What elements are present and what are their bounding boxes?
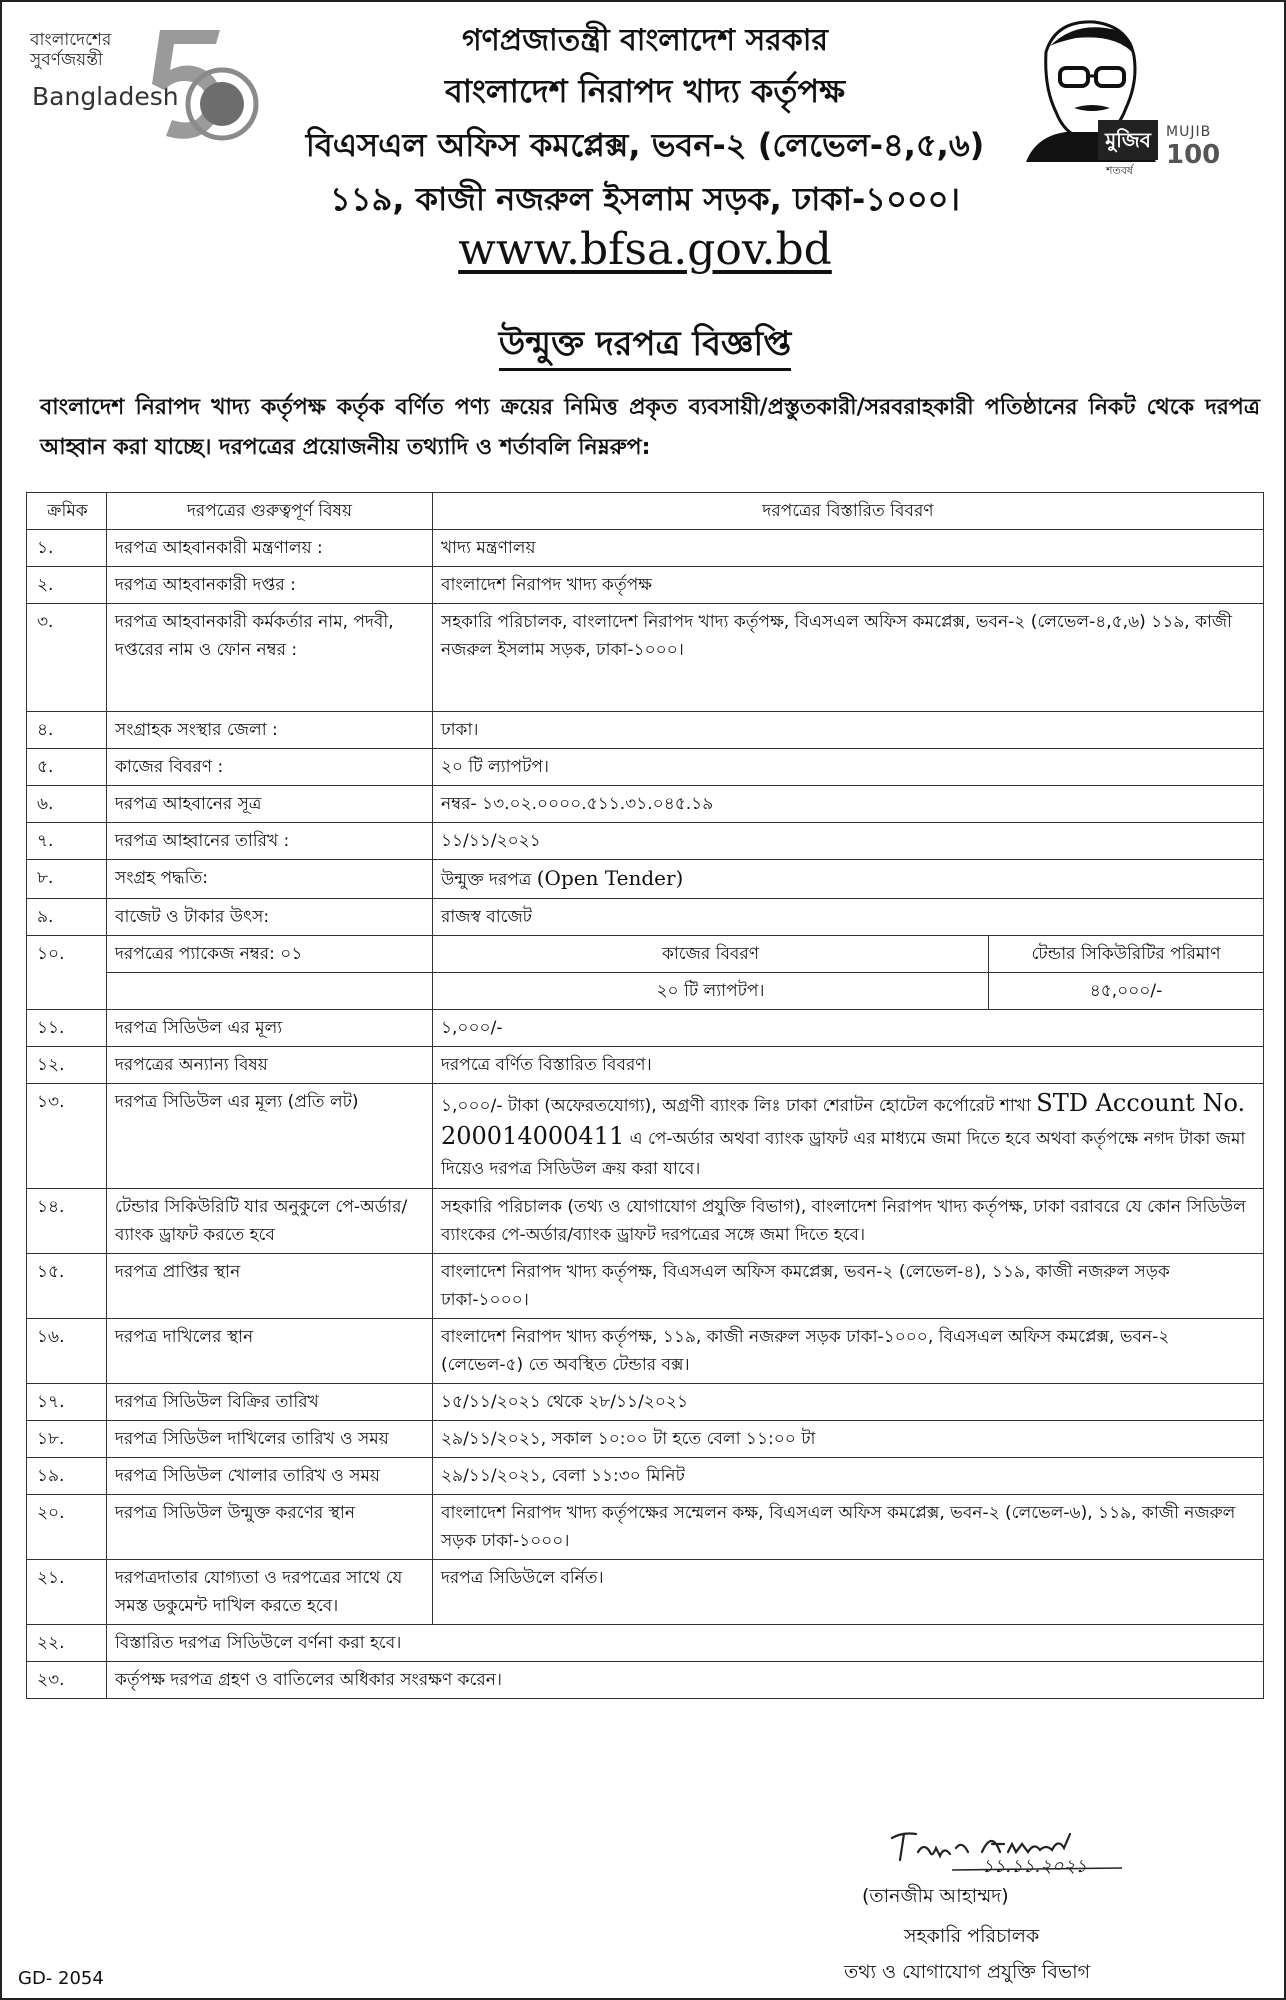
row-serial: ১২. — [27, 1047, 107, 1084]
row-detail: ঢাকা। — [433, 712, 1264, 749]
row-subject: সংগ্রহ পদ্ধতি: — [107, 860, 433, 899]
row-detail: বাংলাদেশ নিরাপদ খাদ্য কর্তৃপক্ষ, বিএসএল অফিস কমপ্লেক্স, ভবন-২ (লেভেল-৪), ১১৯, কাজী নজরুল সড়ক ঢাকা-১০০০। — [433, 1254, 1264, 1319]
row-serial: ১১. — [27, 1010, 107, 1047]
table-row — [27, 1254, 1264, 1319]
table-row — [27, 604, 1264, 712]
signatory-title: সহকারি পরিচালক — [904, 1925, 1040, 1947]
row-subject: দরপত্র আহবানকারী দপ্তর : — [107, 567, 433, 604]
row-serial: ১. — [27, 530, 107, 567]
row-subject: দরপত্রদাতার যোগ্যতা ও দরপত্রের সাথে যে সমস্ত ডকুমেন্ট দাখিল করতে হবে। — [107, 1560, 433, 1625]
package-security-value: ৪৫,০০০/- — [989, 973, 1264, 1010]
procurement-method-bn: উন্মুক্ত দরপত্র — [441, 870, 532, 890]
col-header-subject: দরপত্রের গুরুত্বপূর্ণ বিষয় — [107, 493, 433, 530]
row-serial: ২. — [27, 567, 107, 604]
notice-intro: বাংলাদেশ নিরাপদ খাদ্য কর্তৃপক্ষ কর্তৃক বর্ণিত পণ্য ক্রয়ের নিমিত্ত প্রকৃত ব্যবসায়ী/প্রস্তুতকারী/সরবরাহকারী পতিষ্ঠানের নিকট থেকে দরপত্র আহ্বান করা যাচ্ছে। দরপত্রের প্রয়োজনীয় তথ্যাদি ও শর্তাবলি নিম্নরুপ: — [40, 395, 1260, 460]
table-row — [27, 1384, 1264, 1421]
row-detail: ২৯/১১/২০২১, সকাল ১০:০০ টা হতে বেলা ১১:০০ টা — [433, 1421, 1264, 1458]
row-serial: ১৯. — [27, 1458, 107, 1495]
jubilee-text-line2: সুবর্ণজয়ন্তী — [30, 50, 103, 70]
table-row — [27, 786, 1264, 823]
row-detail — [433, 860, 1264, 899]
row-detail: নম্বর- ১৩.০২.০০০০.৫১১.৩১.০৪৫.১৯ — [433, 786, 1264, 823]
row-detail: দরপত্র সিডিউলে বর্নিত। — [433, 1560, 1264, 1625]
row-serial: ২৩. — [27, 1662, 107, 1699]
row-serial: ১৫. — [27, 1254, 107, 1319]
row-subject: দরপত্র আহবানের সূত্র — [107, 786, 433, 823]
row-serial: ২০. — [27, 1495, 107, 1560]
row-full-text: কর্তৃপক্ষ দরপত্র গ্রহণ ও বাতিলের অধিকার সংরক্ষণ করেন। — [107, 1662, 1264, 1699]
row-subject: সংগ্রাহক সংস্থার জেলা : — [107, 712, 433, 749]
table-row — [27, 749, 1264, 786]
row-subject: দরপত্র আহবানকারী মন্ত্রণালয় : — [107, 530, 433, 567]
hundred-text: 100 — [1166, 140, 1221, 170]
mujib-bangla-mark: মুজিব — [1098, 120, 1158, 160]
table-row — [27, 1560, 1264, 1625]
row-serial: ৯. — [27, 899, 107, 936]
table-row — [27, 1458, 1264, 1495]
signatory-department: তথ্য ও যোগাযোগ প্রযুক্তি বিভাগ — [844, 1961, 1091, 1983]
row-subject: দরপত্র সিডিউল এর মূল্য (প্রতি লট) — [107, 1084, 433, 1189]
col-header-detail: দরপত্রের বিস্তারিত বিবরণ — [433, 493, 1264, 530]
row-serial: ২২. — [27, 1625, 107, 1662]
row-detail: বাংলাদেশ নিরাপদ খাদ্য কর্তৃপক্ষের সম্মেলন কক্ষ, বিএসএল অফিস কমপ্লেক্স, ভবন-২ (লেভেল-৬), ১১৯, কাজী নজরুল সড়ক ঢাকা-১০০০। — [433, 1495, 1264, 1560]
row-serial: ১০. — [27, 936, 107, 1010]
row-subject: দরপত্র দাখিলের স্থান — [107, 1319, 433, 1384]
row-detail: খাদ্য মন্ত্রণালয় — [433, 530, 1264, 567]
row-detail: সহকারি পরিচালক, বাংলাদেশ নিরাপদ খাদ্য কর্তৃপক্ষ, বিএসএল অফিস কমপ্লেক্স, ভবন-২ (লেভেল-৪,৫,৬) ১১৯, কাজী নজরুল ইসলাম সড়ক, ঢাকা-১০০০। — [433, 604, 1264, 712]
row-serial: ৮. — [27, 860, 107, 899]
std-account-number: STD Account No. 200014000411 — [441, 1089, 1246, 1150]
table-row — [27, 567, 1264, 604]
row-detail — [433, 1084, 1264, 1189]
shatabarsha-text: শতবর্ষ — [1106, 164, 1133, 177]
website-link[interactable]: www.bfsa.gov.bd — [458, 224, 832, 275]
row-subject: দরপত্র আহবানকারী কর্মকর্তার নাম, পদবী, দপ্তরের নাম ও ফোন নম্বর : — [107, 604, 433, 712]
package-work-header: কাজের বিবরণ — [433, 936, 989, 973]
row-detail: দরপত্রে বর্ণিত বিস্তারিত বিবরণ। — [433, 1047, 1264, 1084]
row-detail: বাংলাদেশ নিরাপদ খাদ্য কর্তৃপক্ষ, ১১৯, কাজী নজরুল সড়ক ঢাকা-১০০০, বিএসএল অফিস কমপ্লেক্স, ভবন-২ (লেভেল-৫) তে অবস্থিত টেন্ডার বক্স। — [433, 1319, 1264, 1384]
row-full-text: বিস্তারিত দরপত্র সিডিউলে বর্ণনা করা হবে। — [107, 1625, 1264, 1662]
row-detail: ২৯/১১/২০২১, বেলা ১১:৩০ মিনিট — [433, 1458, 1264, 1495]
jubilee-text-line1: বাংলাদেশের — [30, 30, 112, 50]
package-security-header: টেন্ডার সিকিউরিটির পরিমাণ — [989, 936, 1264, 973]
row-detail: ১১/১১/২০২১ — [433, 823, 1264, 860]
table-row — [27, 712, 1264, 749]
jubilee-bangladesh-text: Bangladesh — [32, 82, 179, 111]
table-row — [27, 1047, 1264, 1084]
row-serial: ৫. — [27, 749, 107, 786]
row-detail: ২০ টি ল্যাপটপ। — [433, 749, 1264, 786]
row-serial: ১৬. — [27, 1319, 107, 1384]
package-work-value: ২০ টি ল্যাপটপ। — [433, 973, 989, 1010]
col-header-serial: ক্রমিক — [27, 493, 107, 530]
row-subject: টেন্ডার সিকিউরিটি যার অনুকুলে পে-অর্ডার/ব্যাংক ড্রাফট করতে হবে — [107, 1189, 433, 1254]
notice-title — [2, 318, 1286, 375]
row-subject: দরপত্র সিডিউল উন্মুক্ত করণের স্থান — [107, 1495, 433, 1560]
row-subject: দরপত্রের অন্যান্য বিষয় — [107, 1047, 433, 1084]
row-subject: দরপত্রের প্যাকেজ নম্বর: ০১ — [107, 936, 433, 973]
row-detail: বাংলাদেশ নিরাপদ খাদ্য কর্তৃপক্ষ — [433, 567, 1264, 604]
office-address-line2: ১১৯, কাজী নজরুল ইসলাম সড়ক, ঢাকা-১০০০। — [330, 180, 960, 218]
table-row — [27, 1319, 1264, 1384]
table-row — [27, 1421, 1264, 1458]
tender-details-table — [26, 492, 1264, 1699]
row-subject: দরপত্র প্রাপ্তির স্থান — [107, 1254, 433, 1319]
mujib-english-text: MUJIB — [1166, 124, 1212, 140]
table-row — [27, 530, 1264, 567]
row-subject: দরপত্র সিডিউল এর মূল্য — [107, 1010, 433, 1047]
row-serial: ৪. — [27, 712, 107, 749]
table-row — [27, 1189, 1264, 1254]
row-detail: সহকারি পরিচালক (তথ্য ও যোগাযোগ প্রযুক্তি বিভাগ), বাংলাদেশ নিরাপদ খাদ্য কর্তৃপক্ষ, ঢাকা বরাবরে যে কোন সিডিউল ব্যাংকের পে-অর্ডার/ব্যাংক ড্রাফট দরপত্রের সঙ্গে জমা দিতে হবে। — [433, 1189, 1264, 1254]
row-serial: ১৭. — [27, 1384, 107, 1421]
procurement-method-en: (Open Tender) — [536, 866, 684, 890]
gd-code: GD- 2054 — [18, 1968, 104, 1989]
row-detail: ১,০০০/- — [433, 1010, 1264, 1047]
row-serial: ৩. — [27, 604, 107, 712]
row-subject: দরপত্র সিডিউল বিক্রির তারিখ — [107, 1384, 433, 1421]
signature-handwritten-date: ১১.১১.২০২১ — [982, 1856, 1087, 1877]
row-detail: ১৫/১১/২০২১ থেকে ২৮/১১/২০২১ — [433, 1384, 1264, 1421]
schedule-price-text-b: এ পে-অর্ডার অথবা ব্যাংক ড্রাফট এর মাধ্যমে জমা দিতে হবে অথবা কর্তৃপক্ষে নগদ টাকা জমা দিয়েও দরপত্র সিডিউল ক্রয় করা যাবে। — [441, 1129, 1246, 1179]
table-row — [27, 1625, 1264, 1662]
table-row — [27, 936, 1264, 973]
table-row — [27, 1084, 1264, 1189]
handwritten-signature — [832, 1818, 1132, 1877]
row-serial: ৬. — [27, 786, 107, 823]
row-subject-empty — [107, 973, 433, 1010]
table-row — [27, 1495, 1264, 1560]
row-subject: দরপত্র সিডিউল দাখিলের তারিখ ও সময় — [107, 1421, 433, 1458]
authority-title: বাংলাদেশ নিরাপদ খাদ্য কর্তৃপক্ষ — [444, 72, 846, 110]
row-serial: ১৪. — [27, 1189, 107, 1254]
row-serial: ১৮. — [27, 1421, 107, 1458]
signatory-name: (তানজীম আহাম্মদ) — [862, 1885, 1009, 1907]
table-row — [27, 899, 1264, 936]
notice-title-text: উন্মুক্ত দরপত্র বিজ্ঞপ্তি — [499, 324, 791, 371]
table-row — [27, 1010, 1264, 1047]
row-detail: রাজস্ব বাজেট — [433, 899, 1264, 936]
row-subject: বাজেট ও টাকার উৎস: — [107, 899, 433, 936]
table-row — [27, 860, 1264, 899]
row-subject: কাজের বিবরণ : — [107, 749, 433, 786]
row-subject: দরপত্র সিডিউল খোলার তারিখ ও সময় — [107, 1458, 433, 1495]
table-row — [27, 973, 1264, 1010]
row-serial: ১৩. — [27, 1084, 107, 1189]
row-serial: ৭. — [27, 823, 107, 860]
schedule-price-text-a: ১,০০০/- টাকা (অফেরতযোগ্য), অগ্রণী ব্যাংক লিঃ ঢাকা শেরাটন হোটেল কর্পোরেট শাখা — [441, 1096, 1031, 1116]
office-address-line1: বিএসএল অফিস কমপ্লেক্স, ভবন-২ (লেভেল-৪,৫,৬) — [305, 126, 985, 164]
row-serial: ২১. — [27, 1560, 107, 1625]
table-header-row — [27, 493, 1264, 530]
govt-title: গণপ্রজাতন্ত্রী বাংলাদেশ সরকার — [462, 23, 828, 58]
table-row — [27, 823, 1264, 860]
row-subject: দরপত্র আহ্বানের তারিখ : — [107, 823, 433, 860]
table-row — [27, 1662, 1264, 1699]
